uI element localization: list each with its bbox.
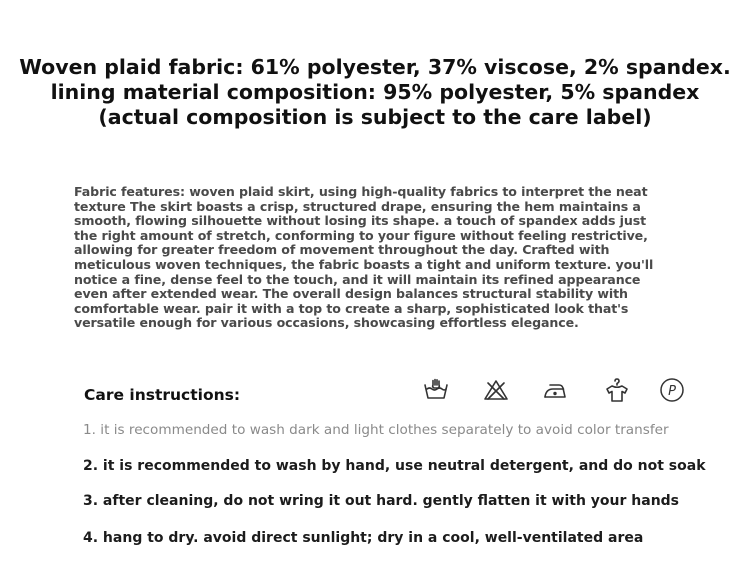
title-line-note: (actual composition is subject to the care label) (98, 105, 652, 129)
features-line: Fabric features: woven plaid skirt, using high-quality fabrics to interpret the neat (74, 184, 648, 199)
fabric-features-paragraph (74, 185, 684, 331)
do-not-bleach-icon (482, 376, 510, 404)
hand-wash-icon (422, 376, 450, 404)
features-line: allowing for greater freedom of movement throughout the day. Crafted with (74, 242, 610, 258)
instruction-3: 3. after cleaning, do not wring it out hard. gently flatten it with your hands (83, 493, 680, 509)
features-line: the right amount of stretch, conforming to your figure without feeling restrictive, (74, 227, 648, 243)
hang-dry-icon (603, 376, 631, 404)
features-line: smooth, flowing silhouette without losing its shape. a touch of spandex adds just (74, 213, 647, 229)
features-line: versatile enough for various occasions, showcasing effortless elegance. (74, 315, 579, 331)
features-line: even after extended wear. The overall design balances structural stability with (74, 286, 628, 302)
iron-low-icon (541, 376, 569, 404)
instruction-2: 2. it is recommended to wash by hand, use neutral detergent, and do not soak (83, 458, 706, 474)
instruction-4: 4. hang to dry. avoid direct sunlight; dry in a cool, well-ventilated area (83, 530, 644, 546)
title-line-fabric: Woven plaid fabric: 61% polyester, 37% viscose, 2% spandex. (19, 55, 731, 79)
title-line-lining: lining material composition: 95% polyester, 5% spandex (50, 80, 700, 104)
dry-clean-p-icon (658, 376, 686, 404)
features-line: notice a fine, dense feel to the touch, and it will maintain its refined appearance (74, 271, 641, 287)
features-line: texture The skirt boasts a crisp, structured drape, ensuring the hem maintains a (74, 198, 641, 214)
instruction-1: 1. it is recommended to wash dark and light clothes separately to avoid color transfer (83, 422, 669, 438)
features-line: meticulous woven techniques, the fabric boasts a tight and uniform texture. you'll (74, 256, 654, 272)
composition-title (0, 55, 750, 130)
dry-clean-letter: P (668, 384, 676, 399)
features-line: comfortable wear. pair it with a top to create a sharp, sophisticated look that's (74, 300, 629, 316)
care-icons-row (420, 376, 690, 404)
care-instructions-heading: Care instructions: (84, 386, 241, 404)
